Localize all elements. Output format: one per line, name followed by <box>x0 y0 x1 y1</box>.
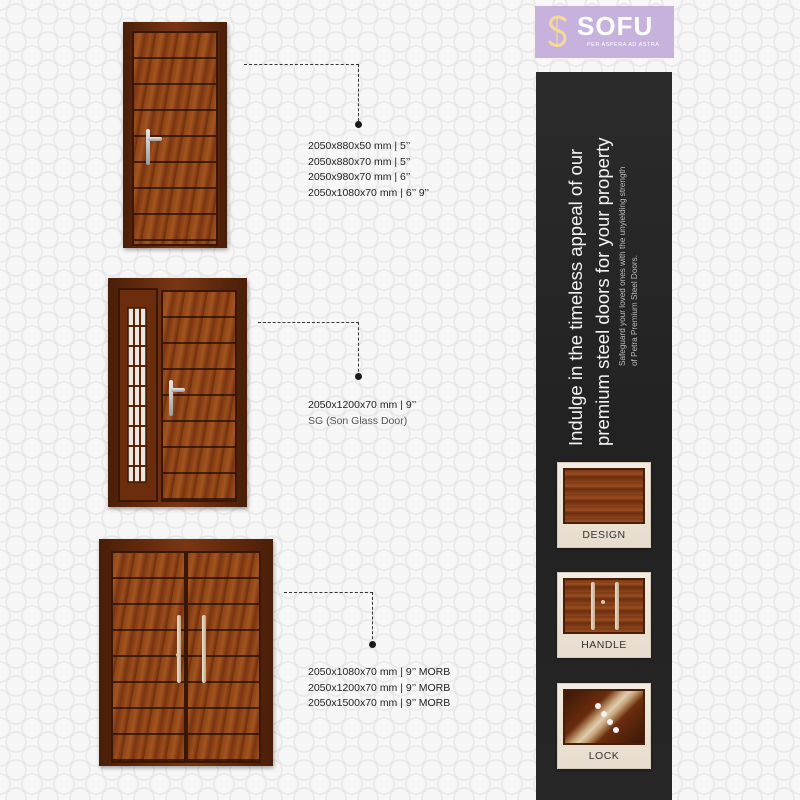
panel-subline <box>617 96 641 366</box>
lock-bolts-detail-icon <box>563 689 645 745</box>
door-panel-detail-icon <box>563 468 645 524</box>
spec-list-double <box>308 665 450 712</box>
single-door-image <box>123 22 227 248</box>
lock-cylinder-dot <box>601 600 605 604</box>
lock-bolt <box>595 703 601 709</box>
brand-logo <box>535 6 674 58</box>
spec-line: 2050x980x70 mm | 6’’ <box>308 171 411 183</box>
panel-headline <box>562 96 616 446</box>
handle-lever-icon <box>171 388 185 392</box>
callout-dot <box>355 121 362 128</box>
lock-bolt <box>613 727 619 733</box>
spec-line: 2050x880x70 mm | 5’’ <box>308 155 411 168</box>
sofu-logo-icon <box>545 14 571 50</box>
door-leaf <box>161 290 237 502</box>
callout-line <box>244 64 359 65</box>
headline-line-1: Indulge in the timeless appeal of our <box>565 148 586 446</box>
handle-bar-left <box>591 582 595 630</box>
lock-bolt <box>601 711 607 717</box>
bar-handle-left-icon <box>177 615 181 683</box>
feature-label-handle: HANDLE <box>581 639 627 651</box>
headline-line-2: premium steel doors for your property <box>592 137 613 446</box>
spec-list-single <box>308 139 429 201</box>
subline-line-2: of Petra Premium Steel Doors. <box>630 254 639 366</box>
glass-grid-icon <box>120 290 156 500</box>
bar-handle-right-icon <box>202 615 206 683</box>
callout-dot <box>355 373 362 380</box>
spec-note: SG (Son Glass Door) <box>308 414 408 427</box>
spec-line: 2050x1500x70 mm | 9’’ MORB <box>308 697 451 709</box>
spec-line: 2050x1080x70 mm | 9’’ MORB <box>308 666 451 678</box>
handle-plate <box>169 380 173 416</box>
side-glass-door-image <box>108 278 247 507</box>
spec-line: 2050x1200x70 mm | 9’’ MORB <box>308 681 451 694</box>
feature-card-handle <box>557 572 651 658</box>
handle-plate <box>146 129 150 165</box>
handle-lever-icon <box>148 137 162 141</box>
feature-label-lock: LOCK <box>588 750 620 762</box>
spec-list-side-glass <box>308 398 416 429</box>
brand-motto: PER ASPERA AD ASTRA <box>587 42 660 48</box>
door-leaf-right <box>186 551 261 763</box>
lock-bolt <box>607 719 613 725</box>
bar-handle-detail-icon <box>563 578 645 634</box>
side-glass-panel <box>118 288 158 502</box>
double-door-image <box>99 539 273 766</box>
callout-line <box>358 64 359 126</box>
spec-line: 2050x880x50 mm | 5’’ <box>308 140 411 152</box>
feature-card-design <box>557 462 651 548</box>
door-leaf <box>132 31 218 246</box>
callout-line <box>258 322 359 323</box>
callout-dot <box>369 641 376 648</box>
callout-line <box>372 592 373 644</box>
callout-line <box>358 322 359 377</box>
spec-line: 2050x1200x70 mm | 9’’ <box>308 399 417 411</box>
brand-name: SOFU <box>577 11 654 41</box>
door-leaf-left <box>111 551 186 763</box>
feature-card-lock <box>557 683 651 769</box>
feature-label-design: DESIGN <box>582 529 626 541</box>
lock-cylinder-dot <box>176 653 180 657</box>
subline-line-1: Safeguard your loved ones with the unyielding strength <box>618 166 627 366</box>
spec-line: 2050x1080x70 mm | 6’’ 9’’ <box>308 186 430 199</box>
callout-line <box>284 592 373 593</box>
handle-bar-right <box>615 582 619 630</box>
